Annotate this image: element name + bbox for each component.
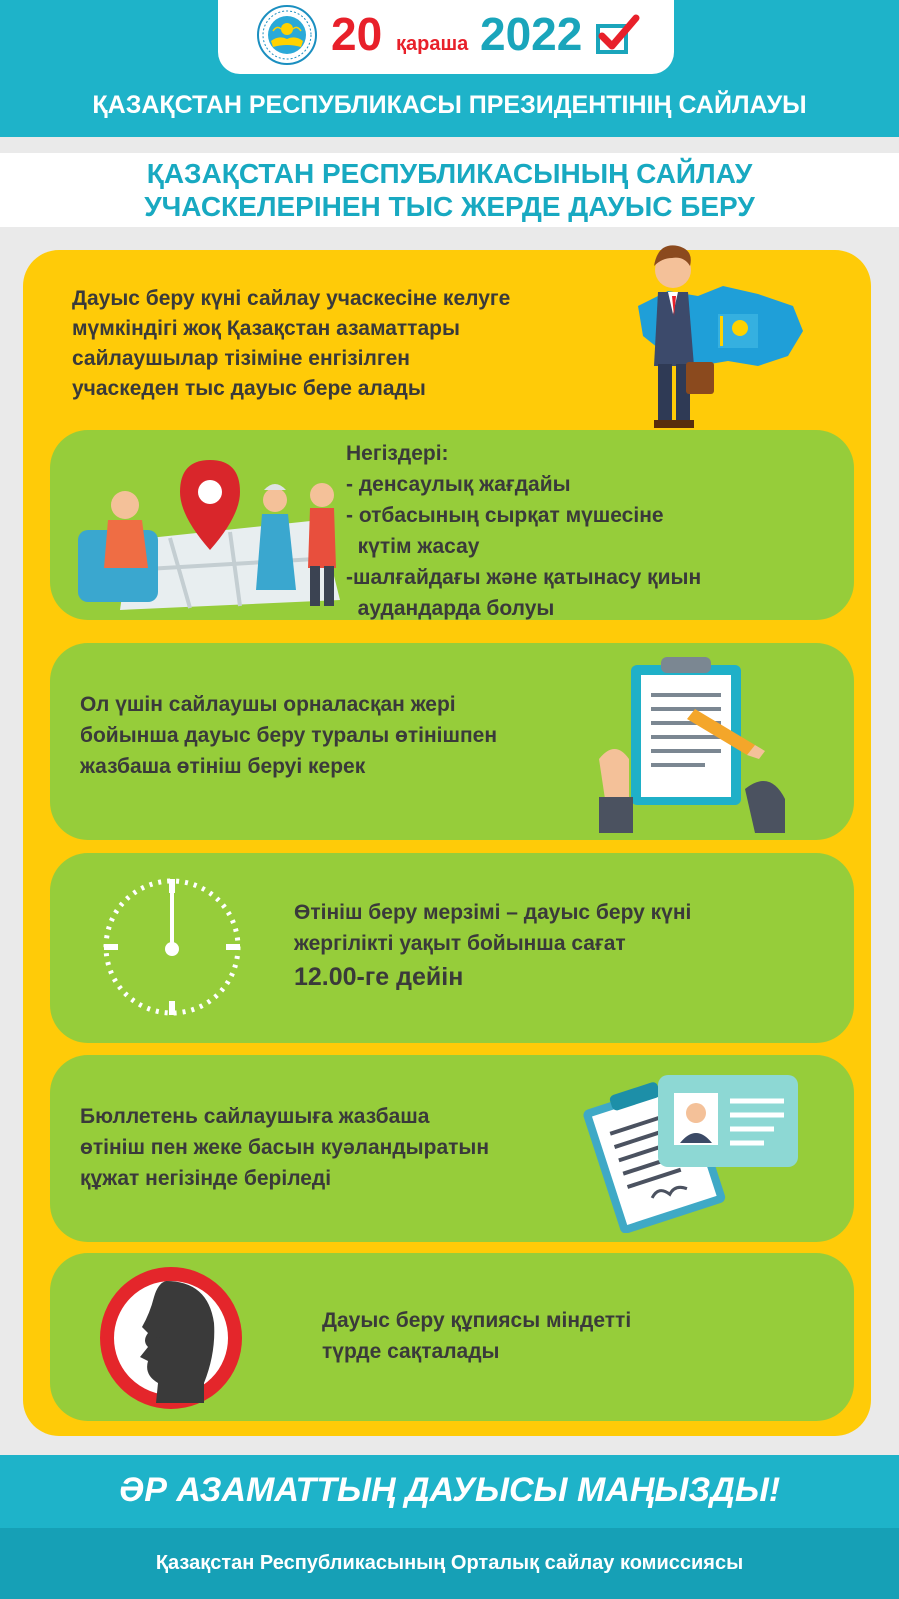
deadline-line: жергілікті уақыт бойынша сағат [294,932,626,955]
footer-organization: Қазақстан Республикасының Орталық сайлау комиссиясы [155,1552,744,1574]
reasons-line: -шалғайдағы және қатынасу қиын [346,566,702,589]
reasons-line: аудандарда болуы [346,597,555,620]
date-month: қараша [396,33,469,55]
ballot-line: құжат негізінде беріледі [80,1167,332,1190]
election-commission-emblem-icon [257,5,317,65]
subheader-line-1: ҚАЗАҚСТАН РЕСПУБЛИКАСЫНЫҢ САЙЛАУ [146,158,753,189]
deadline-line: Өтініш беру мерзімі – дауыс беру күні [294,901,692,924]
application-line: бойынша дауыс беру туралы өтінішпен [80,724,498,747]
intro-line: Дауыс беру күні сайлау учаскесіне келуге [72,287,511,310]
silence-secret-icon [96,1263,246,1413]
application-card [50,643,854,840]
footer [0,1528,899,1599]
reasons-text [346,438,701,624]
application-line: жазбаша өтініш беруі керек [80,755,366,778]
clock-icon [100,875,244,1019]
deadline-card [50,853,854,1043]
reasons-line: - денсаулық жағдайы [346,473,571,496]
ballot-text [80,1101,489,1194]
people-map-pin-icon [70,450,350,615]
ballot-line: Бюллетень сайлаушыға жазбаша [80,1105,430,1128]
secrecy-text [322,1305,631,1367]
ballot-line: өтініш пен жеке басын куәландыратын [80,1136,490,1159]
secrecy-line: түрде сақталады [322,1340,500,1363]
election-date-tab [218,0,674,74]
slogan-text: ӘР АЗАМАТТЫҢ ДАУЫСЫ МАҢЫЗДЫ! [118,1471,781,1509]
deadline-time: 12.00-ге дейін [294,963,464,991]
deadline-text [294,897,691,995]
intro-line: сайлаушылар тізіміне енгізілген [72,347,410,370]
intro-text [72,284,612,404]
businessman-map-icon [628,236,818,436]
date-year: 2022 [480,8,583,60]
application-line: Ол үшін сайлаушы орналасқан жері [80,693,456,716]
page-title: ҚАЗАҚСТАН РЕСПУБЛИКАСЫ ПРЕЗИДЕНТІНІҢ САЙЛАУЫ [92,91,807,119]
clipboard-writing-icon [595,649,795,839]
ballot-checkmark-icon [594,14,640,56]
ballot-card [50,1055,854,1242]
date-day: 20 [331,8,383,60]
subheader-line-2: УЧАСКЕЛЕРІНЕН ТЫС ЖЕРДЕ ДАУЫС БЕРУ [144,191,755,222]
reasons-line: күтім жасау [346,535,480,558]
secrecy-line: Дауыс беру құпиясы міндетті [322,1309,632,1332]
header-banner [0,0,899,137]
intro-line: мүмкіндігі жоқ Қазақстан азаматтары [72,317,460,340]
reasons-card [50,430,854,620]
application-text [80,689,497,782]
intro-line: учаскеден тыс дауыс бере алады [72,377,426,400]
reasons-line: - отбасының сырқат мүшесіне [346,504,664,527]
secrecy-card [50,1253,854,1421]
slogan-banner [0,1455,899,1528]
subheader [0,153,899,227]
reasons-line: Негіздері: [346,442,449,465]
id-card-document-icon [578,1063,804,1233]
